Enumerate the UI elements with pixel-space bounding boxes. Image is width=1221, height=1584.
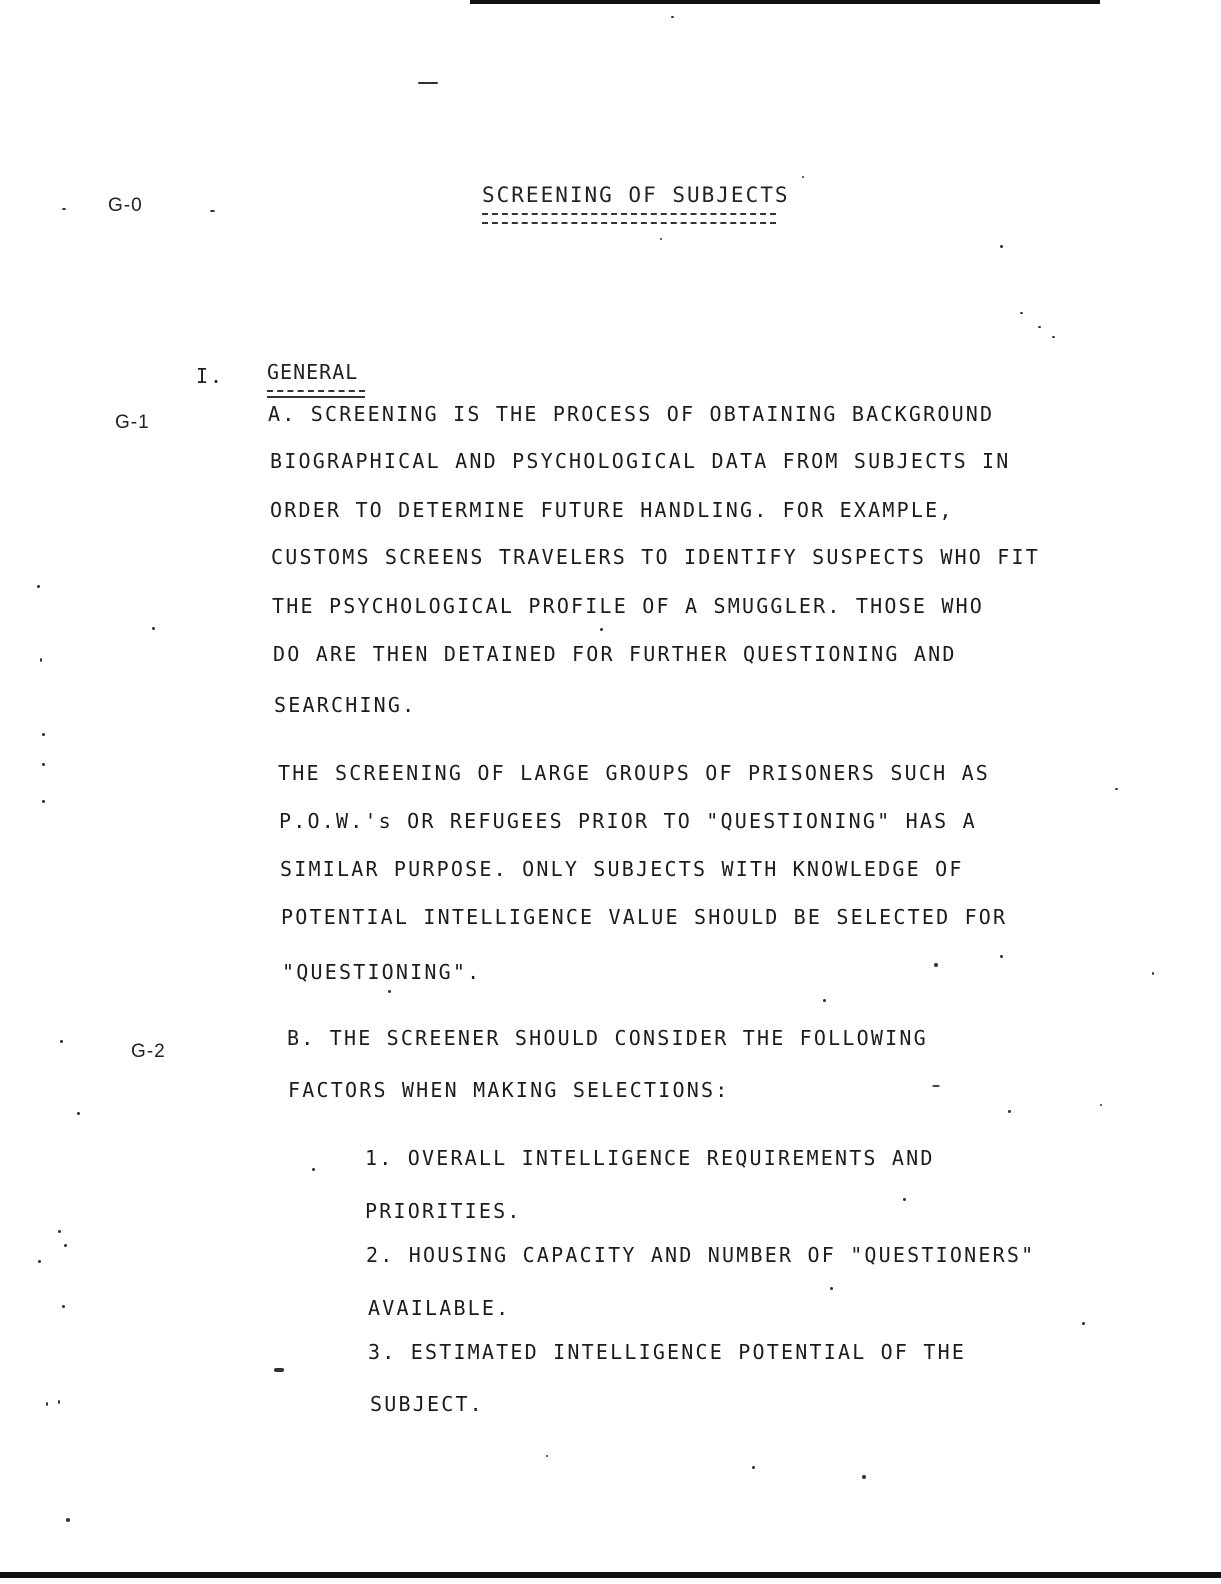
scan-mark — [274, 1368, 284, 1372]
scan-mark — [58, 1230, 61, 1233]
scan-mark — [830, 1287, 833, 1290]
scan-mark — [1020, 312, 1023, 314]
scan-mark — [1082, 1322, 1085, 1325]
scan-mark — [152, 627, 155, 630]
factor-line: 1. OVERALL INTELLIGENCE REQUIREMENTS AND — [365, 1146, 935, 1170]
scan-mark — [546, 1455, 548, 1457]
paragraph-line: "QUESTIONING". — [282, 960, 482, 984]
factor-line: AVAILABLE. — [368, 1296, 511, 1320]
scan-mark — [932, 1085, 940, 1087]
scan-mark — [46, 1402, 48, 1406]
scan-mark — [934, 963, 938, 967]
scan-mark — [66, 1518, 70, 1522]
scan-mark — [58, 1400, 60, 1404]
paragraph-line: THE SCREENING OF LARGE GROUPS OF PRISONERS SUCH AS — [278, 761, 991, 785]
scan-mark — [210, 210, 215, 212]
paragraph-line: SIMILAR PURPOSE. ONLY SUBJECTS WITH KNOWLEDGE OF — [280, 857, 964, 881]
section-heading: GENERAL — [267, 360, 359, 384]
scan-top-edge — [470, 0, 1100, 4]
scan-mark — [388, 990, 391, 993]
scan-mark — [42, 800, 45, 803]
scan-mark — [903, 1198, 906, 1201]
scan-bottom-edge — [0, 1572, 1221, 1578]
scan-mark — [312, 1168, 315, 1171]
scan-mark — [1038, 326, 1041, 328]
paragraph-line: THE PSYCHOLOGICAL PROFILE OF A SMUGGLER. THOSE WHO — [272, 594, 985, 618]
paragraph-line: POTENTIAL INTELLIGENCE VALUE SHOULD BE SELECTED FOR — [281, 905, 1008, 929]
scan-mark — [77, 1112, 80, 1115]
paragraph-line: A. SCREENING IS THE PROCESS OF OBTAINING BACKGROUND — [268, 402, 995, 426]
scan-mark — [42, 733, 45, 736]
paragraph-line: DO ARE THEN DETAINED FOR FURTHER QUESTIONING AND — [273, 642, 957, 666]
scan-mark — [1052, 336, 1055, 338]
paragraph-line: B. THE SCREENER SHOULD CONSIDER THE FOLLOWING — [287, 1026, 928, 1050]
scan-mark — [62, 208, 66, 210]
scan-mark — [418, 82, 438, 84]
scan-mark — [60, 1040, 63, 1043]
factor-line: SUBJECT. — [370, 1392, 484, 1416]
paragraph-line: SEARCHING. — [274, 693, 417, 717]
section-number: I. — [196, 364, 225, 388]
scan-mark — [1000, 955, 1003, 958]
paragraph-line: CUSTOMS SCREENS TRAVELERS TO IDENTIFY SUSPECTS WHO FIT — [271, 545, 1041, 569]
margin-label-g0: G-0 — [108, 195, 143, 216]
scan-mark — [1000, 245, 1003, 248]
scan-mark — [1100, 1104, 1102, 1106]
scan-mark — [1152, 972, 1154, 975]
factor-line: 3. ESTIMATED INTELLIGENCE POTENTIAL OF THE — [368, 1340, 967, 1364]
scan-mark — [64, 1244, 67, 1247]
paragraph-line: FACTORS WHEN MAKING SELECTIONS: — [288, 1078, 730, 1102]
paragraph-line: ORDER TO DETERMINE FUTURE HANDLING. FOR EXAMPLE, — [270, 498, 954, 522]
scan-mark — [62, 1305, 65, 1308]
scan-mark — [752, 1466, 755, 1469]
scan-mark — [671, 16, 674, 18]
margin-label-g1: G-1 — [115, 412, 150, 433]
scan-mark — [802, 176, 804, 178]
scan-mark — [660, 238, 662, 240]
title-underline — [482, 213, 776, 224]
scan-mark — [37, 585, 40, 588]
scan-mark — [862, 1475, 866, 1479]
scan-mark — [600, 628, 603, 631]
page-title: SCREENING OF SUBJECTS — [482, 183, 790, 207]
margin-label-g2: G-2 — [131, 1041, 166, 1062]
scan-mark — [1008, 1110, 1011, 1113]
factor-line: PRIORITIES. — [365, 1199, 522, 1223]
paragraph-line: P.O.W.'s OR REFUGEES PRIOR TO "QUESTIONING" HAS A — [279, 809, 977, 833]
scan-mark — [38, 1260, 41, 1263]
section-heading-underline — [267, 390, 365, 398]
factor-line: 2. HOUSING CAPACITY AND NUMBER OF "QUESTIONERS" — [366, 1243, 1036, 1267]
paragraph-line: BIOGRAPHICAL AND PSYCHOLOGICAL DATA FROM SUBJECTS IN — [270, 449, 1011, 473]
scan-mark — [1115, 788, 1118, 790]
scan-mark — [40, 658, 42, 662]
scan-mark — [823, 999, 826, 1002]
scan-mark — [42, 763, 45, 766]
